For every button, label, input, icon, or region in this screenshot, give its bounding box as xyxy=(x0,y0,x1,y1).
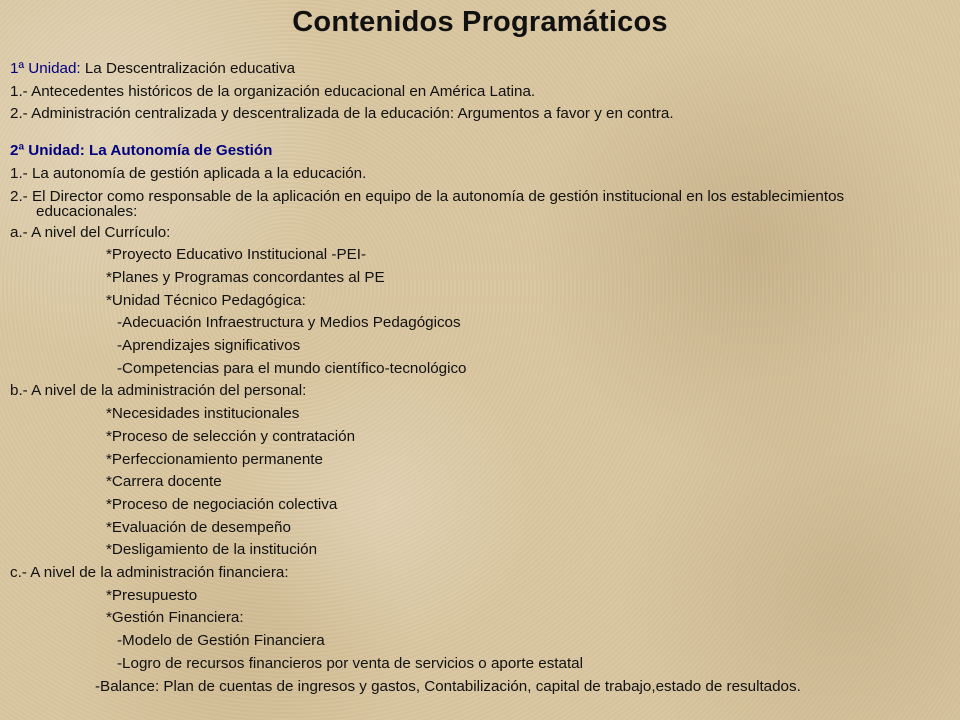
personnel-item: *Proceso de negociación colectiva xyxy=(106,495,338,513)
slide-title: Contenidos Programáticos xyxy=(292,6,668,38)
curriculum-subitem: -Adecuación Infraestructura y Medios Pedagógicos xyxy=(117,314,461,332)
financial-subitem: -Modelo de Gestión Financiera xyxy=(117,632,325,650)
unit1-item-1: 1.- Antecedentes históricos de la organización educacional en América Latina. xyxy=(10,82,536,100)
curriculum-item: *Proyecto Educativo Institucional -PEI- xyxy=(106,246,366,264)
financial-subitem: -Balance: Plan de cuentas de ingresos y gastos, Contabilización, capital de trabajo,estado de resultados. xyxy=(95,677,801,695)
personnel-item: *Necesidades institucionales xyxy=(106,405,300,423)
financial-label: c.- A nivel de la administración financiera: xyxy=(10,564,289,582)
personnel-item: *Proceso de selección y contratación xyxy=(106,427,356,445)
unit1-label: 1ª Unidad: xyxy=(10,60,81,77)
unit2-heading: 2ª Unidad: La Autonomía de Gestión xyxy=(10,142,273,160)
financial-item: *Gestión Financiera: xyxy=(106,609,244,627)
personnel-label: b.- A nivel de la administración del personal: xyxy=(10,382,307,400)
curriculum-subitem: -Aprendizajes significativos xyxy=(117,337,301,355)
unit2-item-2: 2.- El Director como responsable de la aplicación en equipo de la autonomía de gestión institucional en los establecimientos educacionales: xyxy=(10,187,845,220)
financial-subitem: -Logro de recursos financieros por venta de servicios o aporte estatal xyxy=(117,654,583,672)
curriculum-label: a.- A nivel del Currículo: xyxy=(10,223,171,241)
unit1-item-2: 2.- Administración centralizada y descentralizada de la educación: Argumentos a favor y en contra. xyxy=(10,105,674,123)
personnel-item: *Carrera docente xyxy=(106,473,222,491)
section-gap xyxy=(10,126,930,140)
unit2-item-1: 1.- La autonomía de gestión aplicada a la educación. xyxy=(10,164,367,182)
personnel-item: *Desligamiento de la institución xyxy=(106,541,318,559)
curriculum-subitem: -Competencias para el mundo científico-tecnológico xyxy=(117,359,467,377)
unit1-name: La Descentralización educativa xyxy=(80,60,296,77)
financial-item: *Presupuesto xyxy=(106,586,198,604)
slide-content xyxy=(10,58,930,694)
personnel-item: *Perfeccionamiento permanente xyxy=(106,450,323,468)
unit1-heading xyxy=(10,58,930,81)
curriculum-item: *Planes y Programas concordantes al PE xyxy=(106,268,385,286)
personnel-item: *Evaluación de desempeño xyxy=(106,518,291,536)
curriculum-item: *Unidad Técnico Pedagógica: xyxy=(106,291,306,309)
